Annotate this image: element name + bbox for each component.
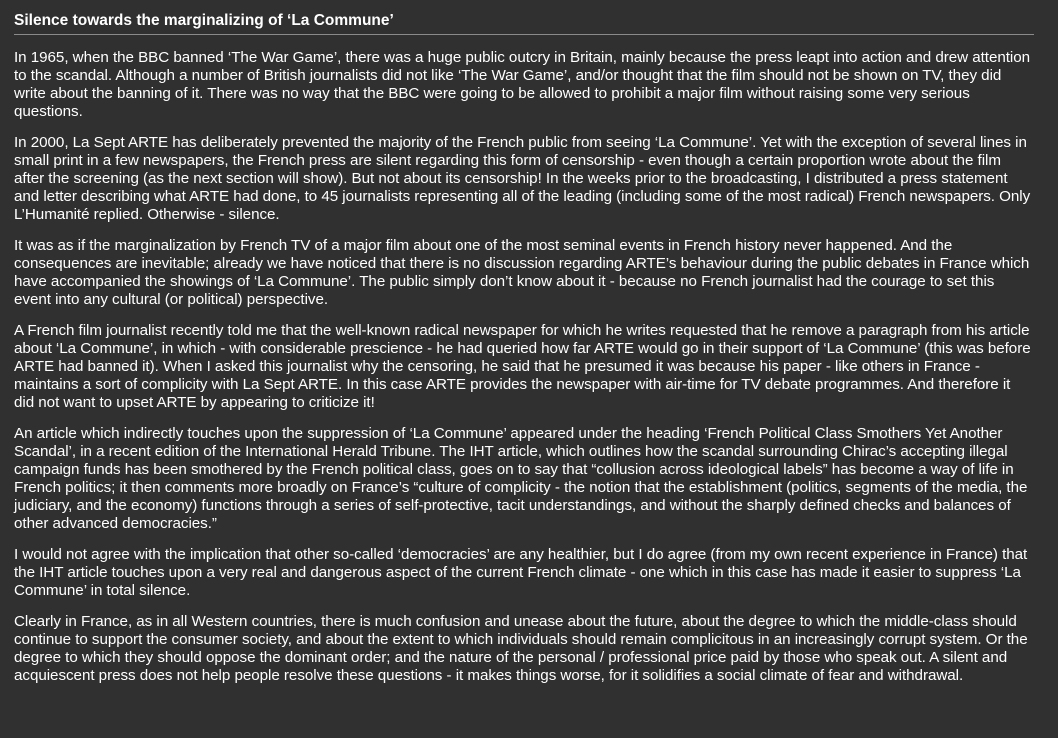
paragraph: In 2000, La Sept ARTE has deliberately prevented the majority of the French public from seeing ‘La Commune’. Yet with the exception of several lines in small print in a few newspapers, the French press are silent regarding this form of censorship - even though a certain proportion wrote about the film after the screening (as the next section will show). But not about its censorship! In the weeks prior to the broadcasting, I distributed a press statement and letter describing what ARTE had done, to 45 journalists representing all of the leading (including some of the most radical) French newspapers. Only L’Humanité replied. Otherwise - silence. xyxy=(14,134,1031,223)
title-divider xyxy=(14,34,1034,35)
paragraph: In 1965, when the BBC banned ‘The War Game’, there was a huge public outcry in Britain, mainly because the press leapt into action and drew attention to the scandal. Although a number of British journalists did not like ‘The War Game’, and/or thought that the film should not be shown on TV, they did write about the banning of it. There was no way that the BBC were going to be allowed to prohibit a major film without raising some very serious questions. xyxy=(14,49,1031,120)
article-body xyxy=(14,49,1034,685)
paragraph: Clearly in France, as in all Western countries, there is much confusion and unease about the future, about the degree to which the middle-class should continue to support the consumer society, and about the extent to which individuals should remain complicitous in an increasingly corrupt system. Or the degree to which they should oppose the dominant order; and the nature of the personal / professional price paid by those who speak out. A silent and acquiescent press does not help people resolve these questions - it makes things worse, for it solidifies a social climate of fear and withdrawal. xyxy=(14,613,1028,684)
paragraph: It was as if the marginalization by French TV of a major film about one of the most seminal events in French history never happened. And the consequences are inevitable; already we have noticed that there is no discussion regarding ARTE’s behaviour during the public debates in France which have accompanied the showings of ‘La Commune’. The public simply don’t know about it - because no French journalist had the courage to set this event into any cultural (or political) perspective. xyxy=(14,237,1030,308)
article xyxy=(14,0,1034,698)
article-title: Silence towards the marginalizing of ‘La Commune’ xyxy=(14,12,394,29)
paragraph: An article which indirectly touches upon the suppression of ‘La Commune’ appeared under the heading ‘French Political Class Smothers Yet Another Scandal’, in a recent edition of the International Herald Tribune. The IHT article, which outlines how the scandal surrounding Chirac’s accepting illegal campaign funds has been smothered by the French political class, goes on to say that “collusion across ideological labels” has become a way of life in French politics; it then comments more broadly on France’s “culture of complicity - the notion that the establishment (politics, segments of the media, the judiciary, and the economy) functions through a series of self-protective, tacit understandings, and without the sharply defined checks and balances of other advanced democracies.” xyxy=(14,425,1028,532)
paragraph: A French film journalist recently told me that the well-known radical newspaper for which he writes requested that he remove a paragraph from his article about ‘La Commune’, in which - with considerable prescience - he had queried how far ARTE would go in their support of ‘La Commune’ (this was before ARTE had banned it). When I asked this journalist why the censoring, he said that he presumed it was because his paper - like others in France - maintains a sort of complicity with La Sept ARTE. In this case ARTE provides the newspaper with air-time for TV debate programmes. And therefore it did not want to upset ARTE by appearing to criticize it! xyxy=(14,322,1031,411)
paragraph: I would not agree with the implication that other so-called ‘democracies’ are any healthier, but I do agree (from my own recent experience in France) that the IHT article touches upon a very real and dangerous aspect of the current French climate - one which in this case has made it easier to suppress ‘La Commune’ in total silence. xyxy=(14,546,1028,599)
